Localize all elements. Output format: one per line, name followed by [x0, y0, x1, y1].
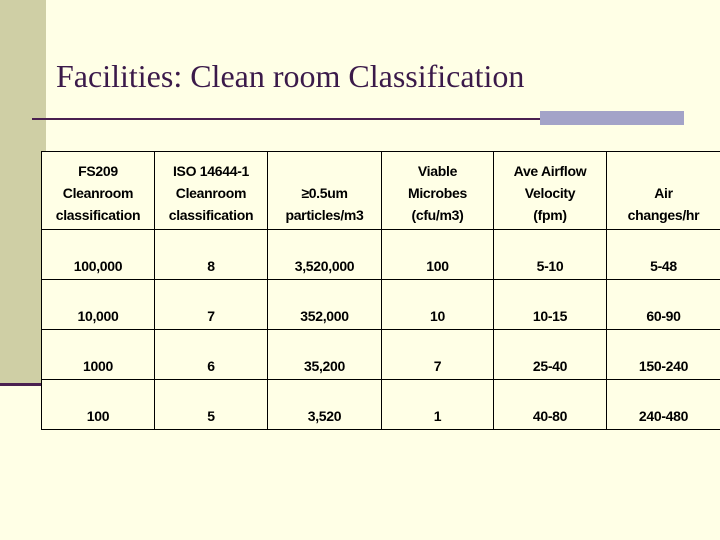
header-line: classification: [168, 207, 254, 223]
sidebar-underline: [0, 383, 46, 386]
table-cell: 100: [382, 230, 494, 280]
title-divider-bar: [540, 111, 684, 125]
table-cell: 1000: [42, 330, 155, 380]
table-cell: 1: [382, 380, 494, 430]
header-line: particles/m3: [285, 207, 364, 223]
table-cell: 6: [155, 330, 268, 380]
table-cell: 150-240: [607, 330, 720, 380]
header-line: Ave Airflow: [513, 163, 587, 179]
table-row: [42, 330, 720, 380]
header-line: Cleanroom: [175, 185, 247, 201]
table-cell: 3,520: [268, 380, 382, 430]
header-viable-microbes: [382, 152, 494, 230]
table-row: [42, 380, 720, 430]
header-airflow-velocity: [494, 152, 607, 230]
header-line: ISO 14644-1: [172, 163, 250, 179]
table-cell: 35,200: [268, 330, 382, 380]
header-line: Microbes: [407, 185, 468, 201]
header-line: changes/hr: [627, 207, 700, 223]
header-line: Viable: [417, 163, 458, 179]
header-line: Velocity: [524, 185, 576, 201]
header-line: classification: [55, 207, 141, 223]
header-air-changes: [607, 152, 720, 230]
header-particles: [268, 152, 382, 230]
table-header-row: [42, 152, 720, 230]
table-cell: 7: [155, 280, 268, 330]
header-line: (cfu/m3): [411, 207, 464, 223]
table-cell: 10: [382, 280, 494, 330]
table-cell: 3,520,000: [268, 230, 382, 280]
table-cell: 10,000: [42, 280, 155, 330]
table-row: [42, 280, 720, 330]
table-cell: 5-48: [607, 230, 720, 280]
table-cell: 8: [155, 230, 268, 280]
title-divider-line: [32, 118, 540, 120]
table-cell: 7: [382, 330, 494, 380]
header-line: Air: [654, 185, 673, 201]
header-line: Cleanroom: [62, 185, 134, 201]
table-cell: 352,000: [268, 280, 382, 330]
header-fs209: [42, 152, 155, 230]
table-cell: 40-80: [494, 380, 607, 430]
header-iso-14644: [155, 152, 268, 230]
table-cell: 240-480: [607, 380, 720, 430]
header-line: FS209: [78, 163, 118, 179]
cleanroom-classification-table: [41, 151, 720, 430]
slide-title: Facilities: Clean room Classification: [56, 58, 525, 94]
table-cell: 100,000: [42, 230, 155, 280]
header-line: ≥0.5um: [301, 185, 348, 201]
table-cell: 25-40: [494, 330, 607, 380]
header-line: (fpm): [533, 207, 567, 223]
sidebar-decoration: [0, 0, 46, 383]
table-row: [42, 230, 720, 280]
table-cell: 10-15: [494, 280, 607, 330]
table-cell: 60-90: [607, 280, 720, 330]
table-cell: 5-10: [494, 230, 607, 280]
table-cell: 5: [155, 380, 268, 430]
table-cell: 100: [42, 380, 155, 430]
